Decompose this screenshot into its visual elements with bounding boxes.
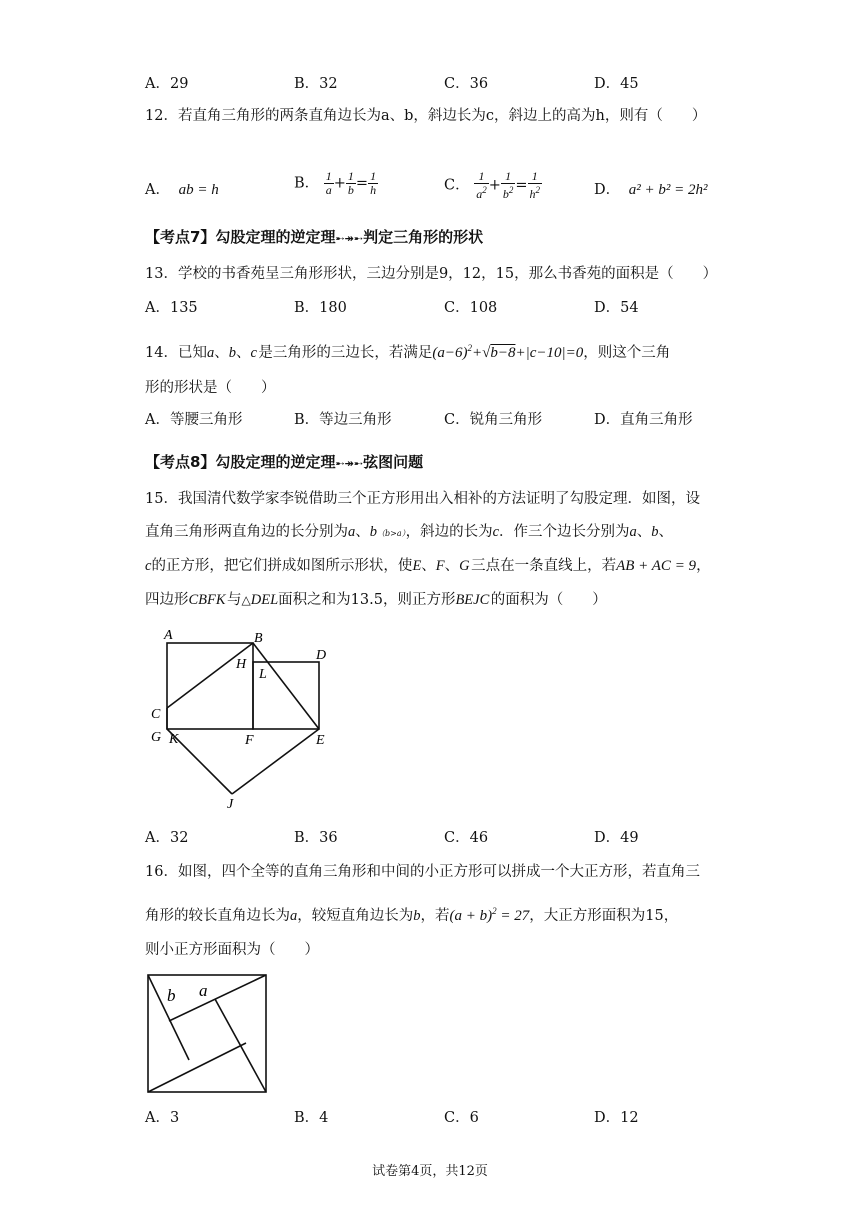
q15-option-c[interactable]: C．46 [444,830,489,846]
q15-formula: AB + AC = 9 [616,558,697,574]
fraction-1-over-a: $\frac{1}{a}$ [325,169,332,197]
label-c: C [151,707,161,722]
q12-math-a: ab = h [178,182,219,198]
q13-option-d[interactable]: D．54 [594,300,639,316]
q15-option-d[interactable]: D．49 [594,830,639,846]
square-abcf [167,643,253,729]
section-heading-8 [145,451,423,472]
q13-option-a[interactable]: A．135 [145,300,198,316]
q15-line2: 直角三角形两直角边的长分别为a、b（b>a），斜边的长为c．作三个边长分别为a、b、 [145,524,674,540]
q15-line4: 四边形CBFK 与△DEL面积之和为13.5，则正方形BEJC 的面积为（ ） [145,592,607,608]
q13-option-b[interactable]: B．180 [294,300,347,316]
q12-option-d[interactable] [594,180,708,200]
page-footer: 试卷第4页，共12页 [372,1164,488,1179]
option-label: D． [594,182,621,198]
fraction-1-over-b: $\frac{1}{b}$ [347,169,354,197]
q14-mid: 是三角形的三边长，若满足 [258,345,433,361]
label-a: A [164,628,173,643]
label-b: B [254,631,263,646]
q15-line3: c的正方形，把它们拼成如图所示形状，使E、F、G 三点在一条直线上，若AB + AC = 9， [145,558,711,574]
q14-option-b[interactable]: B．等边三角形 [294,412,392,428]
fraction-1-over-h-squared: $\frac{1}{h^2}$ [529,169,541,201]
q15-figure [140,622,350,817]
section-heading-7 [145,226,483,247]
q11-option-d[interactable]: D．45 [594,76,639,92]
label-b: b [167,986,176,1005]
q16-text: ，较短直角边长为 [297,908,414,924]
q16-formula: $(a + b)^2 = 27$ [449,906,530,924]
q15-option-b[interactable]: B．36 [294,830,338,846]
q12-option-b[interactable]: B． $\frac{1}{a}$ + $\frac{1}{b}$ = $\frac{1}{h}$ [294,169,377,197]
q15-text: 直角三角形两直角边的长分别为 [145,524,348,540]
label-l: L [259,667,267,682]
q16-text: ，若 [420,908,450,924]
q16-line3: 则小正方形面积为（ ） [145,942,319,958]
q15-text: 三点在一条直线上，若 [471,558,617,574]
q12-math-d: a² + b² = 2h² [628,182,708,198]
label-g: G [151,730,162,745]
arrow-icons: ➸↠➸ [335,457,364,470]
q11-option-c[interactable]: C．36 [444,76,489,92]
q14-option-c[interactable]: C．锐角三角形 [444,412,543,428]
fraction-1-over-b-squared: $\frac{1}{b^2}$ [502,169,514,201]
q14-prefix: 14．已知 [145,345,207,361]
arrow-icons: ➸↠➸ [335,232,364,245]
fraction-1-over-h: $\frac{1}{h}$ [370,169,377,197]
q16-option-d[interactable]: D．12 [594,1110,639,1126]
q15-text: 四边形 [145,592,189,608]
label-h: H [236,657,247,672]
q13-stem: 13．学校的书香苑呈三角形形状，三边分别是9，12，15，那么书香苑的面积是（ ） [145,266,718,282]
fraction-1-over-a-squared: $\frac{1}{a^2}$ [476,169,487,201]
q12-option-a[interactable] [145,180,219,200]
label-e: E [316,733,325,748]
q15-option-a[interactable]: A．32 [145,830,189,846]
q14-line2: 形的形状是（ ） [145,380,276,396]
q15-text: 的正方形，把它们拼成如图所示形状，使 [151,558,413,574]
q14-option-a[interactable]: A．等腰三角形 [145,412,243,428]
option-label: C． [444,177,470,194]
q16-line1: 16．如图，四个全等的直角三角形和中间的小正方形可以拼成一个大正方形，若直角三 [145,864,700,880]
label-f: F [245,733,254,748]
label-a: a [199,981,208,1000]
q14-suffix: ，则这个三角 [583,345,671,361]
q15-text: 的面积为（ ） [490,592,607,608]
q13-option-c[interactable]: C．108 [444,300,498,316]
q16-text: ，大正方形面积为15， [529,908,679,924]
q12-stem: 12．若直角三角形的两条直角边长为a、b，斜边长为c，斜边上的高为h，则有（ ） [145,108,707,124]
q15-text: ．作三个边长分别为 [499,524,630,540]
q15-text: ，斜边的长为 [405,524,493,540]
section-title: 【考点7】勾股定理的逆定理 [145,228,336,246]
q16-option-c[interactable]: C．6 [444,1110,479,1126]
q12-option-c[interactable]: C． $\frac{1}{a^2}$ + $\frac{1}{b^2}$ = $\frac{1}{h^2}$ [444,169,541,201]
q16-option-a[interactable]: A．3 [145,1110,180,1126]
q15-text: 与 [227,592,242,608]
section-suffix: 弦图问题 [363,453,424,471]
label-k: K [169,732,179,747]
q16-option-b[interactable]: B．4 [294,1110,329,1126]
section-suffix: 判定三角形的形状 [363,228,484,246]
q14-line1: 14．已知a、b、c 是三角形的三边长，若满足$(a-6)^2+√b-8+|c-10|=0$，则这个三角 [145,343,671,361]
q14-option-d[interactable]: D．直角三角形 [594,412,693,428]
q11-option-b[interactable]: B．32 [294,76,338,92]
label-j: J [227,797,234,812]
q11-option-a[interactable]: A．29 [145,76,189,92]
section-title: 【考点8】勾股定理的逆定理 [145,453,336,471]
label-d: D [316,648,327,663]
q16-figure [140,968,275,1098]
q15-text: 面积之和为13.5，则正方形 [278,592,456,608]
option-label: A． [145,182,170,198]
q15-line1: 15．我国清代数学家李锐借助三个正方形用出入相补的方法证明了勾股定理．如图，设 [145,491,700,507]
q16-line2: 角形的较长直角边长为a，较短直角边长为b，若$(a + b)^2 = 27$，大正方形面积为15， [145,906,679,924]
q16-text: 角形的较长直角边长为 [145,908,290,924]
q14-condition-formula: $(a-6)^2+√b-8+|c-10|=0$ [432,343,584,361]
option-label: B． [294,175,320,192]
q14-sides: a [206,345,215,361]
